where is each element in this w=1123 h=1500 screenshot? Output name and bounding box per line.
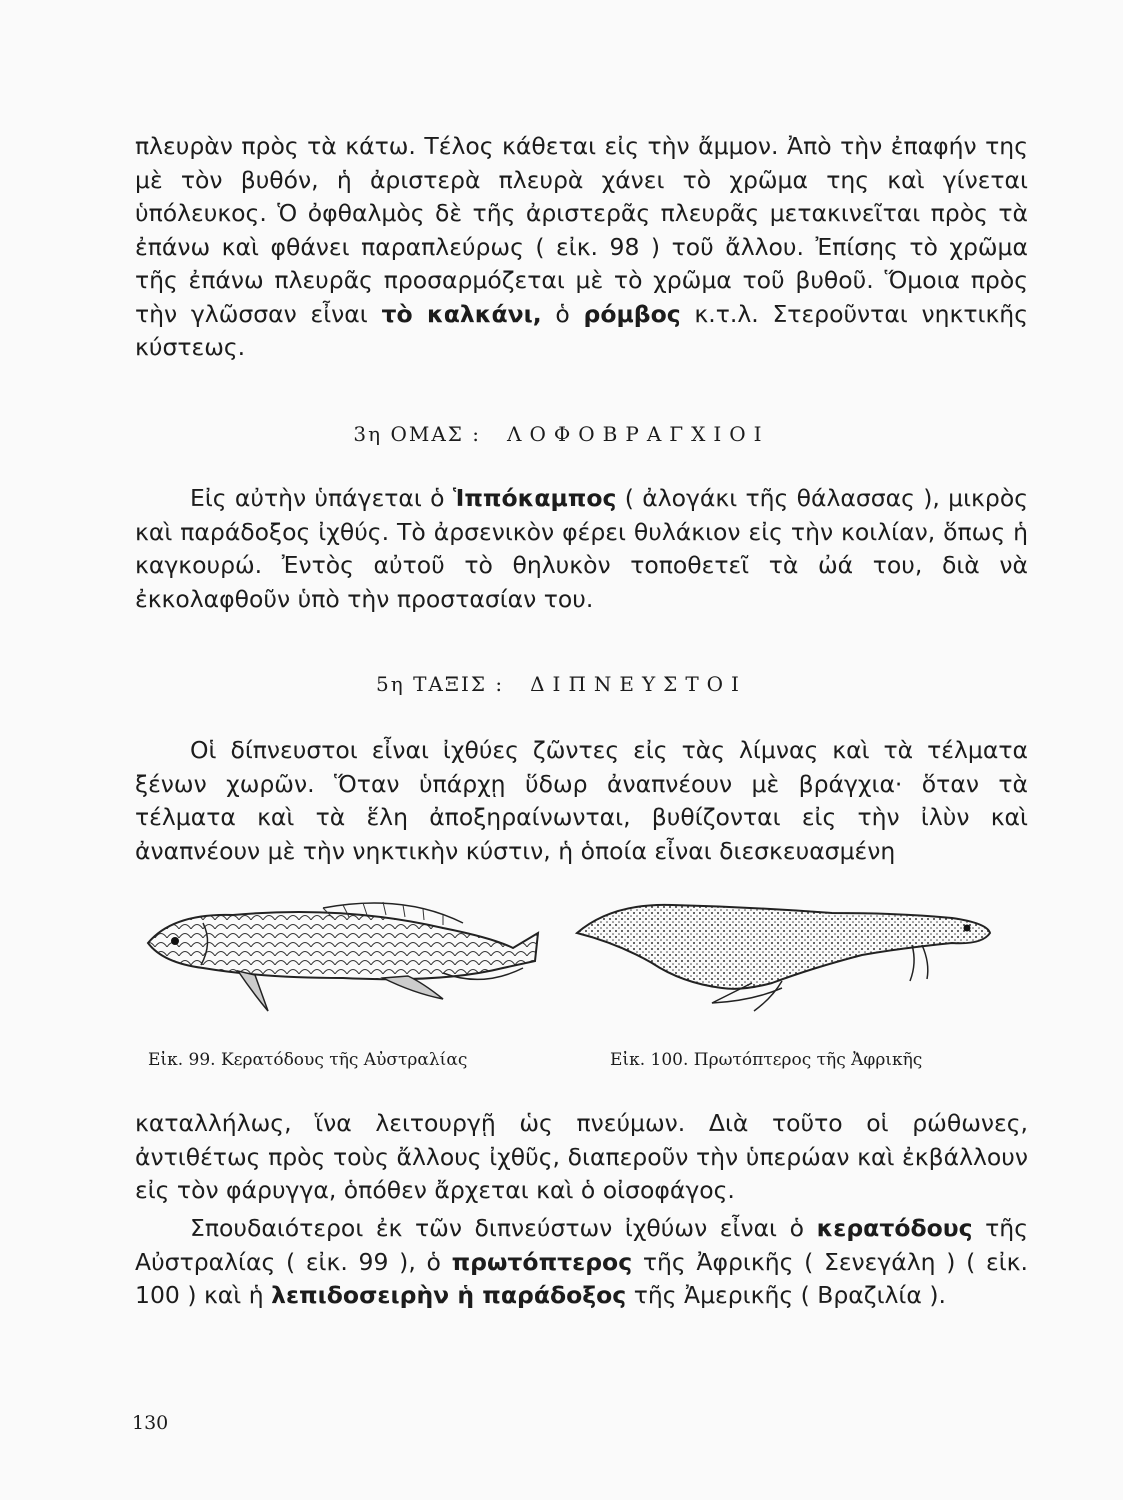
- protopterus-fish-illustration: [572, 893, 997, 1015]
- paragraph-hippocampus: [135, 482, 1028, 616]
- paragraph-flatfish: [135, 130, 1028, 365]
- bold-term-hippokampos: Ἱππόκαμπος: [452, 484, 617, 512]
- section-heading-dipneustoi: [0, 672, 1123, 696]
- text-run: κ.τ.λ. Στεροῦνται νηκτικῆς κύστεως.: [135, 299, 1028, 361]
- paragraph-dipneustoi: Οἱ δίπνευστοι εἶναι ἰχθύες ζῶντες εἰς τὰς λίμνας καὶ τὰ τέλματα ξένων χωρῶν. Ὅταν ὑπάρχῃ ὕδωρ ἀναπνέουν μὲ βράγχια· ὅταν τὰ τέλματα καὶ τὰ ἕλη ἀποξηραίνωνται, βυθίζονται εἰς τὴν ἰλὺν καὶ ἀναπνέουν μὲ τὴν νηκτικὴν κύστιν, ἡ ὁποία εἶναι διεσκευασμένη: [135, 736, 1028, 865]
- heading-prefix: 3η ΟΜΑΣ :: [353, 422, 482, 446]
- text-run: πλευρὰν πρὸς τὰ κάτω. Τέλος κάθεται εἰς τὴν ἄμμον. Ἀπὸ τὴν ἐπαφήν της μὲ τὸν βυθόν, ἡ ἀριστερὰ πλευρὰ χάνει τὸ χρῶμα της καὶ γίνεται ὑπόλευκος. Ὁ ὀφθαλμὸς δὲ τῆς ἀριστερᾶς πλευρᾶς μετακινεῖται πρὸς τὰ ἐπάνω καὶ φθάνει παραπλεύρως ( εἰκ. 98 ) τοῦ ἄλλου. Ἐπίσης τὸ χρῶμα τῆς ἐπάνω πλευρᾶς προσαρμόζεται μὲ τὸ χρῶμα τοῦ βυθοῦ. Ὅμοια πρὸς τὴν γλῶσσαν εἶναι: [135, 132, 1028, 328]
- bold-term-kalkani: τὸ καλκάνι,: [381, 299, 542, 328]
- text-run: τῆς Ἀμερικῆς ( Βραζιλία ).: [626, 1281, 946, 1309]
- paragraph-important-species: [135, 1212, 1028, 1313]
- paragraph-nostrils: καταλλήλως, ἵνα λειτουργῇ ὡς πνεύμων. Διὰ τοῦτο οἱ ρώθωνες, ἀντιθέτως πρὸς τοὺς ἄλλους ἰχθῦς, διαπεροῦν τὴν ὑπερώαν καὶ ἐκβάλλουν εἰς τὸν φάρυγγα, ὁπόθεν ἄρχεται καὶ ὁ οἰσοφάγος.: [135, 1109, 1028, 1204]
- text-run: τῆς Αὐστραλίας ( εἰκ. 99 ), ὁ: [135, 1214, 1028, 1276]
- bold-term-protopteros: πρωτόπτερος: [451, 1247, 633, 1276]
- text-run: ( ἀλογάκι τῆς θάλασσας ), μικρὸς καὶ παράδοξος ἰχθύς. Τὸ ἀρσενικὸν φέρει θυλάκιον εἰς τὴν κοιλίαν, ὅπως ἡ καγκουρώ. Ἐντὸς αὐτοῦ τὸ θηλυκὸν τοποθετεῖ τὰ ὠά του, διὰ νὰ ἐκκολαφθοῦν ὑπὸ τὴν προστασίαν του.: [135, 484, 1028, 613]
- ceratodus-fish-illustration: [143, 893, 543, 1015]
- section-heading-lofovragchioi: [0, 422, 1123, 446]
- bold-term-keratodous: κερατόδους: [816, 1214, 973, 1242]
- text-run: τῆς Ἀφρικῆς ( Σενεγάλη ) ( εἰκ. 100 ) καὶ ἡ: [135, 1247, 1028, 1309]
- heading-prefix: 5η ΤΑΞΙΣ :: [376, 672, 505, 696]
- page-number: 130: [132, 1412, 169, 1434]
- figure-100-caption: Εἰκ. 100. Πρωτόπτερος τῆς Ἀφρικῆς: [610, 1050, 923, 1070]
- text-run: Σπουδαιότεροι ἐκ τῶν διπνεύστων ἰχθύων εἶναι ὁ: [190, 1214, 817, 1242]
- heading-title: ΛΟΦΟΒΡΑΓΧΙΟΙ: [507, 422, 770, 446]
- heading-title: ΔΙΠΝΕΥΣΤΟΙ: [530, 672, 747, 696]
- figure-99-caption: Εἰκ. 99. Κερατόδους τῆς Αὐστραλίας: [148, 1050, 468, 1070]
- bold-term-romvos: ρόμβος: [583, 299, 681, 328]
- bold-term-lepidosiren: λεπιδοσειρὴν ἡ παράδοξος: [271, 1281, 627, 1309]
- text-run: ὁ: [541, 299, 584, 328]
- text-run: Εἰς αὐτὴν ὑπάγεται ὁ: [190, 484, 453, 512]
